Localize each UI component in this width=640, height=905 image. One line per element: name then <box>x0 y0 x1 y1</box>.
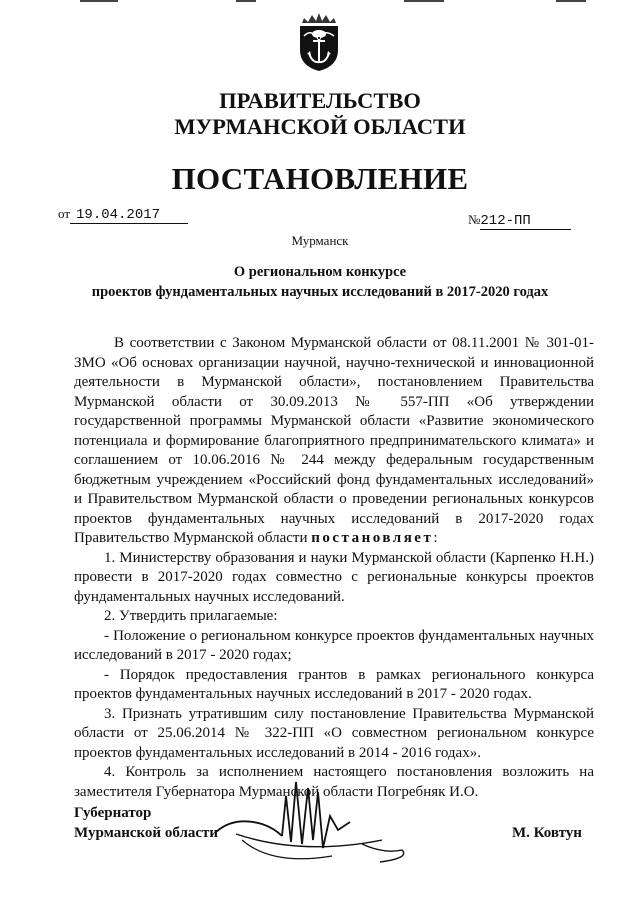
date-value: 19.04.2017 <box>70 208 188 224</box>
signatory-name: М. Ковтун <box>512 825 582 841</box>
item-2b: - Порядок предоставления грантов в рамках регионального конкурса проектов фундаментальных научных исследований в 2017 - 2020 годах. <box>74 666 594 702</box>
scan-top-marks <box>0 0 640 8</box>
document-type-title: ПОСТАНОВЛЕНИЕ <box>171 161 469 196</box>
preamble-text: В соответствии с Законом Мурманской области от 08.11.2001 № 301-01-ЗМО «Об основах организации научной, научно-технической и инновационной деятельности в Мурманской области», постановлением Правительства Мурманской области от 30.09.2013 № 557-ПП «Об утверждении государственной программы Мурманской области «Развитие экономического потенциала и формирование благоприятного предпринимательского климата» и соглашением от 10.06.2016 № 244 между федеральным государственным бюджетным учреждением «Российский фонд фундаментальных исследований» и Правительством Мурманской области о проведении региональных конкурсов проектов фундаментальных научных исследований в 2017-2020 годах Правительство Мурманской области <box>74 335 594 546</box>
number-field <box>468 212 571 230</box>
preamble-paragraph: В соответствии с Законом Мурманской области от 08.11.2001 № 301-01-ЗМО «Об основах организации научной, научно-технической и инновационной деятельности в Мурманской области», постановлением Правительства Мурманской области от 30.09.2013 № 557-ПП «Об утверждении государственной программы Мурманской области «Развитие экономического потенциала и формирование благоприятного предпринимательского климата» и соглашением от 10.06.2016 № 244 между федеральным государственным бюджетным учреждением «Российский фонд фундаментальных исследований» и Правительством Мурманской области о проведении региональных конкурсов проектов фундаментальных научных исследований в 2017-2020 годах Правительство Мурманской области постановляет: <box>74 335 594 546</box>
item-2a: - Положение о региональном конкурсе проектов фундаментальных научных исследований в 2017 - 2020 годах; <box>74 627 594 663</box>
decree-word: постановляет <box>311 530 434 546</box>
murmansk-coat-of-arms-icon <box>298 10 340 72</box>
handwritten-signature <box>212 770 417 870</box>
government-name-line2: МУРМАНСКОЙ ОБЛАСТИ <box>174 114 466 139</box>
date-field <box>58 206 188 224</box>
item-2: 2. Утвердить прилагаемые: <box>104 608 278 624</box>
subject-line1: О региональном конкурсе <box>233 264 407 280</box>
number-sign: № <box>468 212 481 227</box>
item-3: 3. Признать утратившим силу постановление Правительства Мурманской области от 25.06.2014 № 322-ПП «О совместном региональном конкурсе проектов фундаментальных исследований в 2014 - 2016 годах». <box>74 705 594 761</box>
signatory-position-line2: Мурманской области <box>74 825 219 841</box>
subject-line2: проектов фундаментальных научных исследований в 2017-2020 годах <box>91 284 549 300</box>
document-number: 212-ПП <box>480 214 570 230</box>
item-4: 4. Контроль за исполнением настоящего постановления возложить на заместителя Губернатора Мурманской области Погребняк И.О. <box>74 764 594 800</box>
city: Мурманск <box>291 233 349 248</box>
government-name-line1: ПРАВИТЕЛЬСТВО <box>219 88 421 113</box>
decree-body <box>74 334 594 802</box>
signatory-position-line1: Губернатор <box>74 805 152 821</box>
date-prefix: от <box>58 206 71 221</box>
item-1: 1. Министерству образования и науки Мурманской области (Карпенко Н.Н.) провести в 2017-2020 годах совместно с региональные конкурсы проектов фундаментальных научных исследований. <box>74 549 594 605</box>
